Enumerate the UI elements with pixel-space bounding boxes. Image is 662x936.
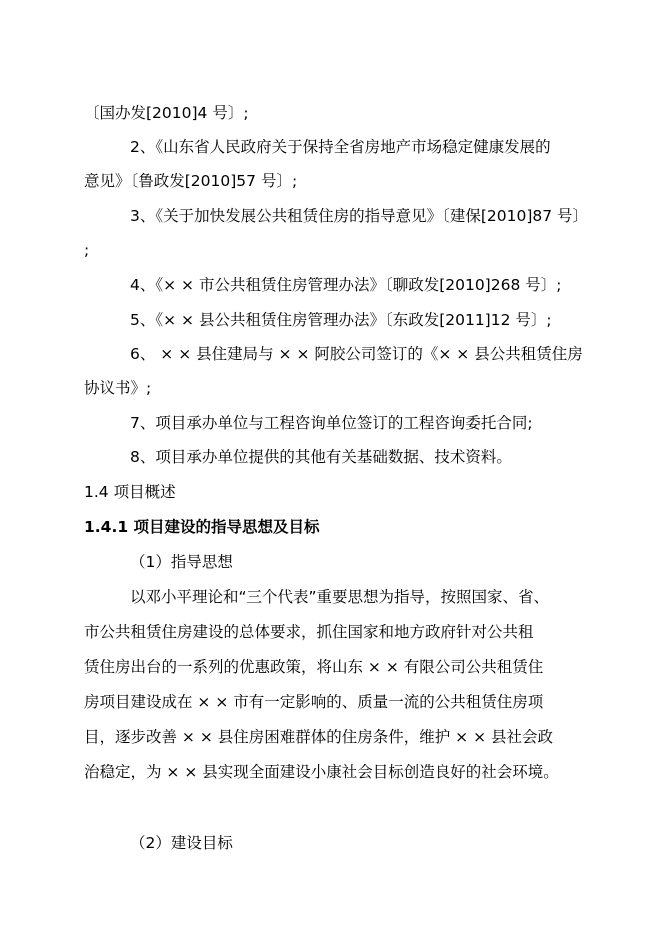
item-2-title: （2）建设目标	[130, 834, 233, 852]
reference-4: 4、《× × 市公共租赁住房管理办法》〔聊政发[2010]268 号〕;	[130, 276, 562, 294]
reference-1-tail: 〔国办发[2010]4 号〕;	[84, 104, 249, 122]
reference-7: 7、项目承办单位与工程咨询单位签订的工程咨询委托合同;	[130, 414, 533, 432]
reference-6-line-2: 协议书》;	[84, 379, 152, 397]
paragraph-line: 市公共租赁住房建设的总体要求，抓住国家和地方政府针对公共租	[84, 623, 534, 641]
reference-5: 5、《× × 县公共租赁住房管理办法》〔东政发[2011]12 号〕;	[130, 311, 552, 329]
item-1-title: （1）指导思想	[130, 553, 233, 571]
reference-2-line-2: 意见》〔鲁政发[2010]57 号〕;	[84, 172, 298, 190]
paragraph-line: 以邓小平理论和“三个代表”重要思想为指导，按照国家、省、	[130, 588, 550, 606]
reference-2-line-1: 2、《山东省人民政府关于保持全省房地产市场稳定健康发展的	[130, 138, 551, 156]
reference-3-line-1: 3、《关于加快发展公共租赁住房的指导意见》〔建保[2010]87 号〕	[130, 207, 589, 225]
paragraph-line: 治稳定，为 × × 县实现全面建设小康社会目标创造良好的社会环境。	[84, 763, 559, 781]
paragraph-line: 赁住房出台的一系列的优惠政策，将山东 × × 有限公司公共租赁住	[84, 658, 544, 676]
section-heading: 1.4 项目概述	[84, 483, 176, 501]
reference-3-line-2: ;	[84, 241, 90, 259]
paragraph-line: 目，逐步改善 × × 县住房困难群体的住房条件，维护 × × 县社会政	[84, 728, 554, 746]
paragraph-line: 房项目建设成在 × × 市有一定影响的、质量一流的公共租赁住房项	[84, 693, 544, 711]
subsection-heading: 1.4.1 项目建设的指导思想及目标	[84, 518, 320, 536]
reference-8: 8、项目承办单位提供的其他有关基础数据、技术资料。	[130, 448, 512, 466]
reference-6-line-1: 6、 × × 县住建局与 × × 阿胶公司签订的《× × 县公共租赁住房	[130, 345, 583, 363]
